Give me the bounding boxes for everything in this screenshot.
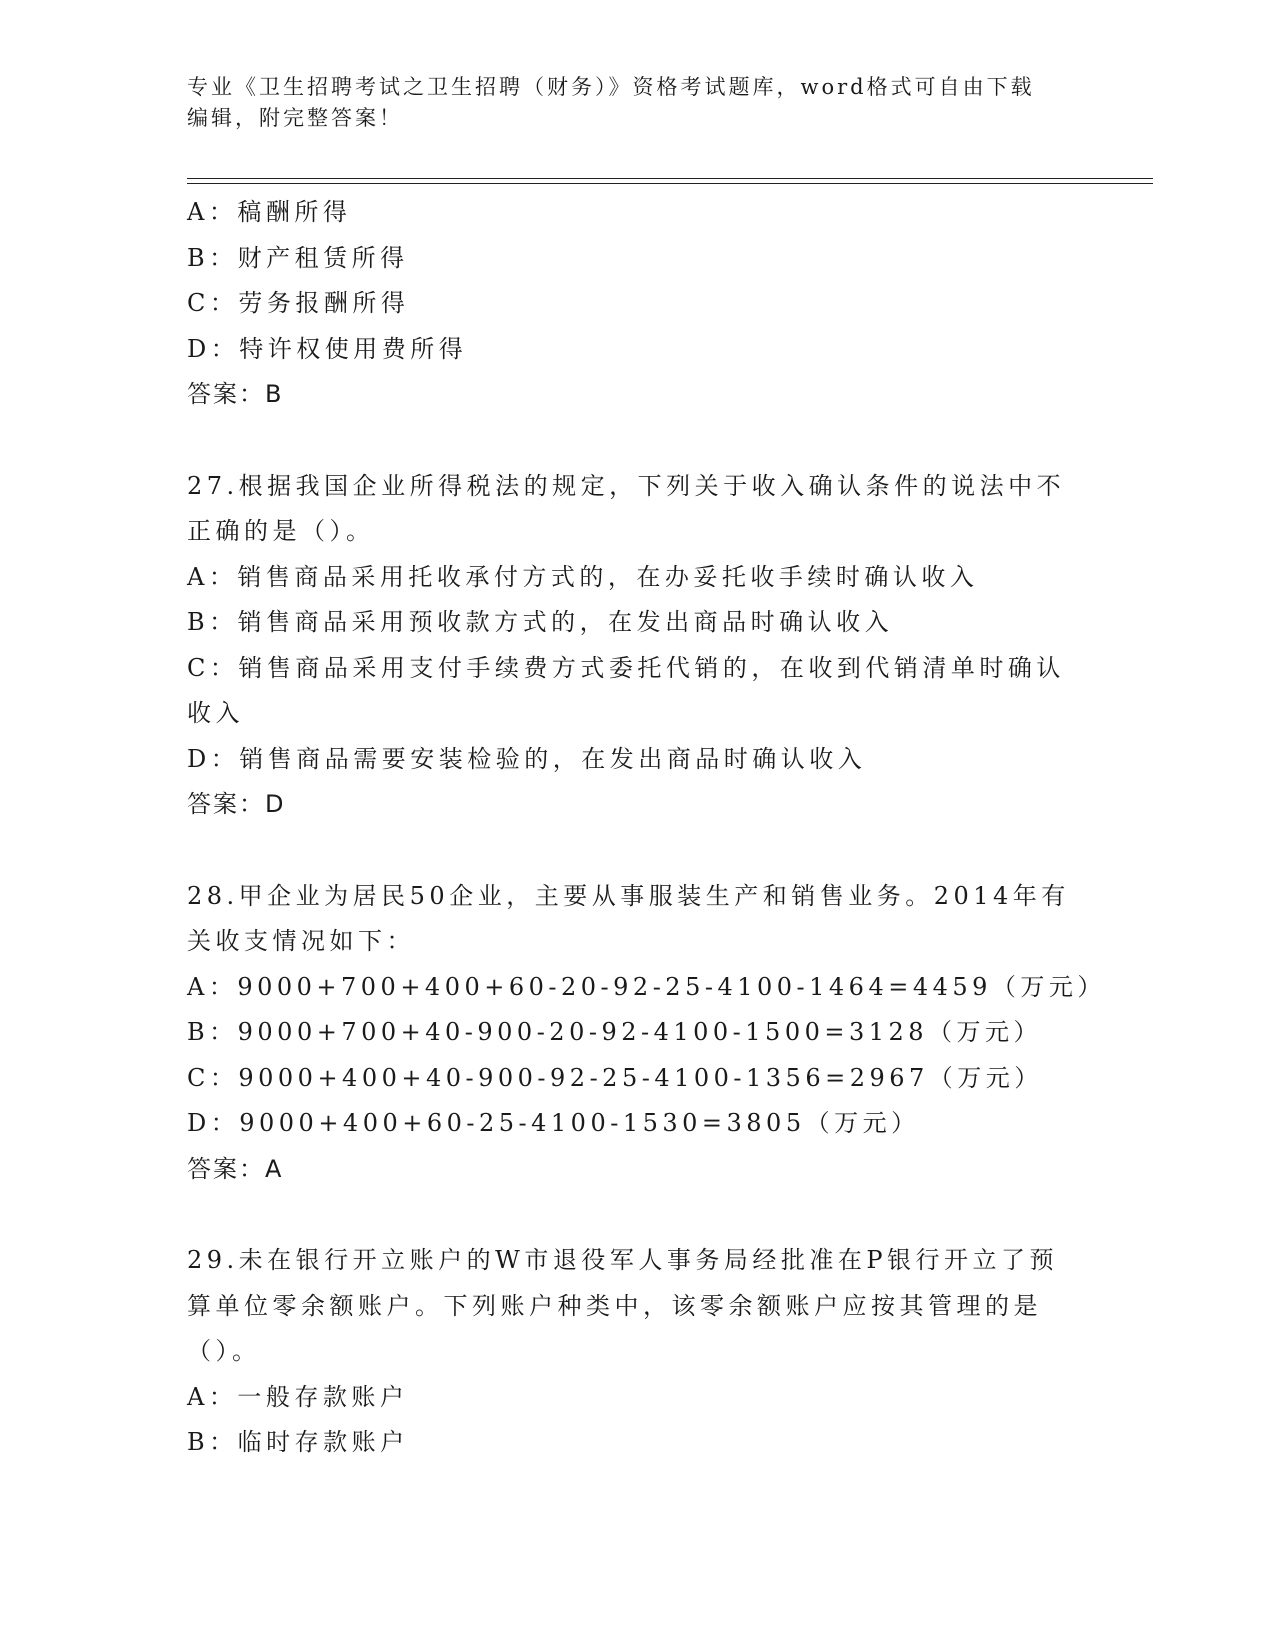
option-d: D：销售商品需要安装检验的，在发出商品时确认收入: [187, 744, 867, 773]
question-28: [187, 874, 1106, 1193]
option-b: B：销售商品采用预收款方式的，在发出商品时确认收入: [187, 608, 894, 636]
option-a: A：9000+700+400+60-20-92-25-4100-1464=4459（万元）: [187, 972, 1106, 1001]
question-stem-line: 关收支情况如下：: [187, 927, 415, 955]
spacer: [187, 828, 1087, 874]
header-line-1: 专业《卫生招聘考试之卫生招聘（财务）》资格考试题库，word格式可自由下载: [187, 75, 1035, 99]
answer: 答案：B: [187, 380, 284, 408]
question-stem-line: 27.根据我国企业所得税法的规定，下列关于收入确认条件的说法中不: [187, 471, 1066, 500]
question-stem-line: （）。: [187, 1337, 261, 1365]
option-c: C：9000+400+40-900-92-25-4100-1356=2967（万元）: [187, 1063, 1043, 1092]
option-a: A：一般存款账户: [187, 1382, 409, 1411]
question-26: [187, 190, 1087, 418]
question-stem-line: 正确的是（）。: [187, 517, 375, 545]
question-stem-line: 29.未在银行开立账户的W市退役军人事务局经批准在P银行开立了预: [187, 1246, 1058, 1274]
option-c: C：劳务报酬所得: [187, 289, 410, 317]
question-list: [187, 190, 1106, 1466]
header-divider-bottom: [187, 183, 1153, 184]
answer: 答案：D: [187, 790, 286, 818]
question-stem-line: 算单位零余额账户。下列账户种类中，该零余额账户应按其管理的是: [187, 1291, 1042, 1320]
option-c-continued: 收入: [187, 699, 244, 727]
option-a: A：销售商品采用托收承付方式的，在办妥托收手续时确认收入: [187, 562, 979, 591]
option-d: D：9000+400+60-25-4100-1530=3805（万元）: [187, 1109, 920, 1137]
question-29: [187, 1238, 1087, 1466]
option-b: B：9000+700+40-900-20-92-4100-1500=3128（万元）: [187, 1018, 1043, 1046]
option-b: B：临时存款账户: [187, 1428, 409, 1456]
option-b: B：财产租赁所得: [187, 243, 409, 272]
option-c: C：销售商品采用支付手续费方式委托代销的，在收到代销清单时确认: [187, 653, 1065, 682]
spacer: [187, 418, 1087, 464]
header-divider-top: [187, 178, 1153, 179]
question-stem-line: 28.甲企业为居民50企业，主要从事服装生产和销售业务。2014年有: [187, 881, 1070, 910]
header-line-2: 编辑，附完整答案！: [187, 106, 403, 130]
option-a: A：稿酬所得: [187, 198, 352, 226]
option-d: D：特许权使用费所得: [187, 334, 468, 363]
question-27: [187, 464, 1087, 828]
spacer: [187, 1192, 1087, 1238]
document-header: [187, 72, 1087, 134]
answer: 答案：A: [187, 1154, 284, 1183]
